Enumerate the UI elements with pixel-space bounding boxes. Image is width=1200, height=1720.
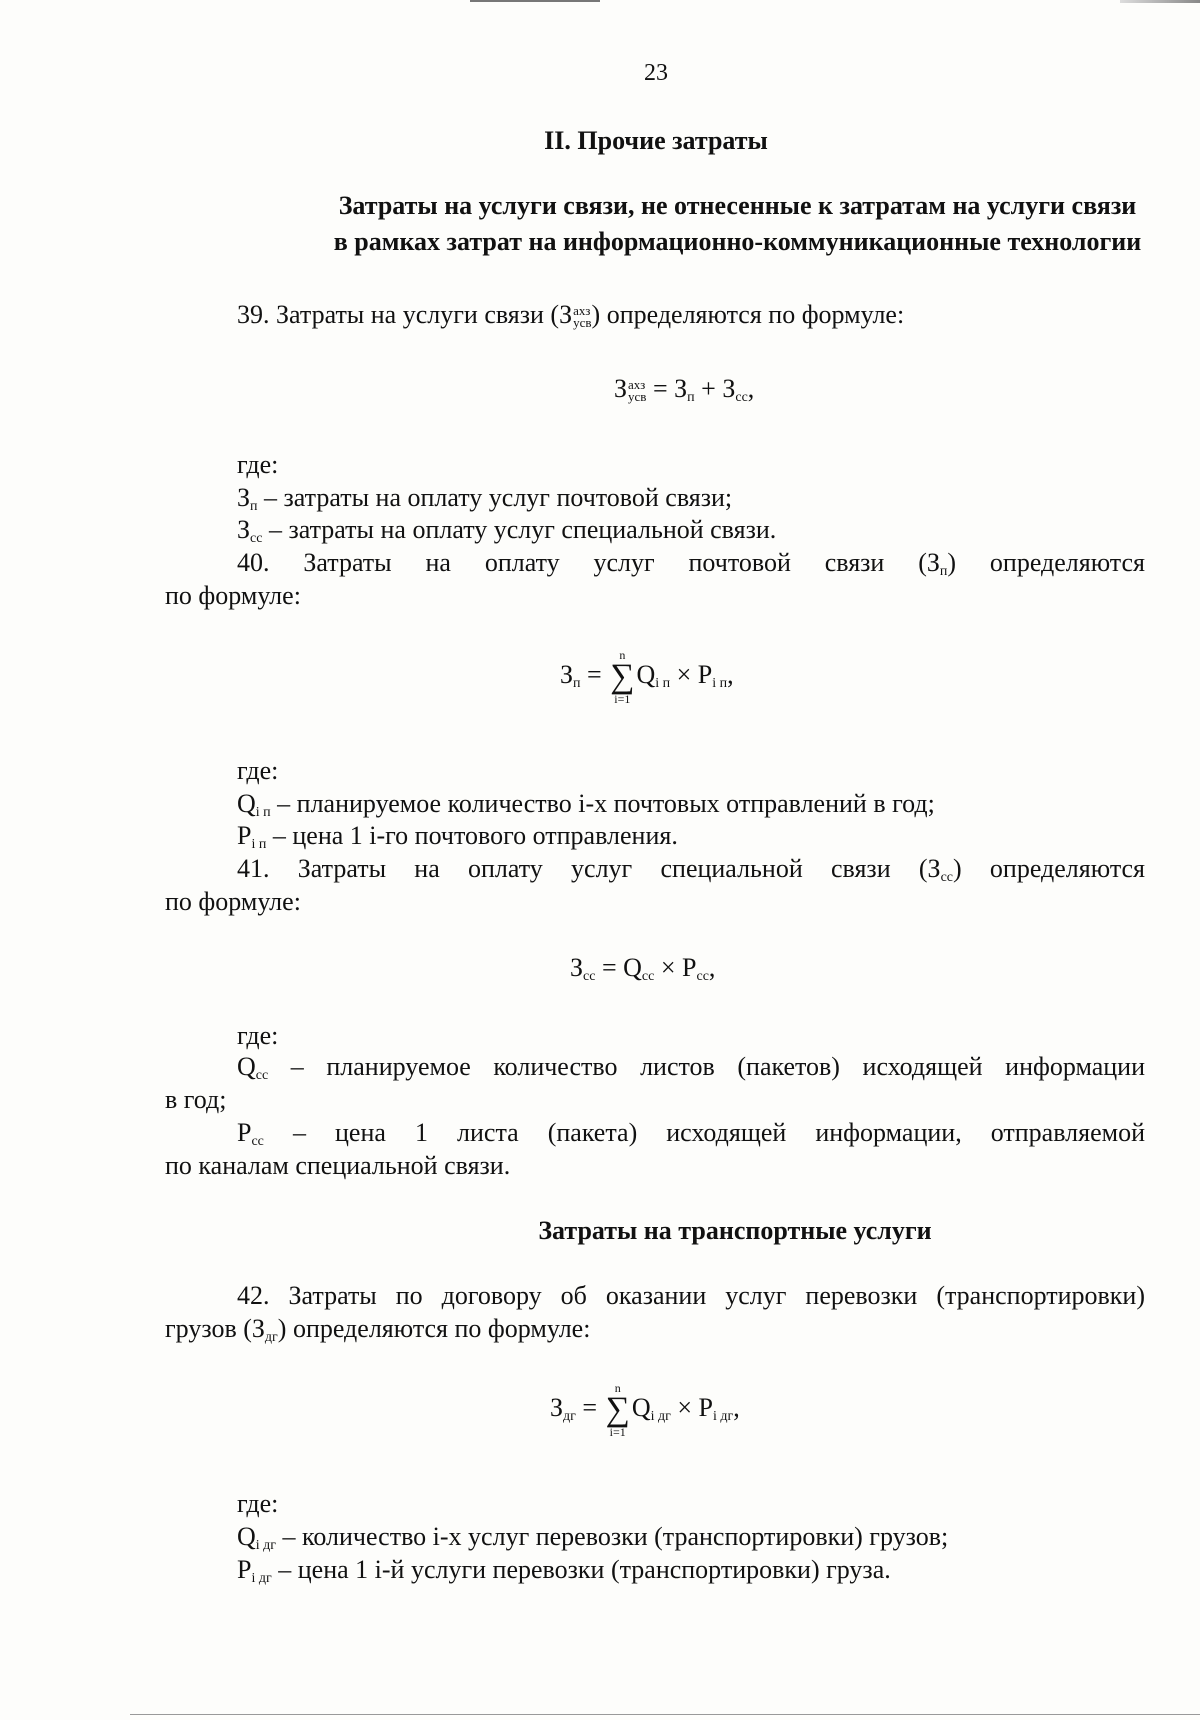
f3-lhs-sub: сс [583, 969, 596, 984]
transport-section-title: Затраты на транспортные услуги [538, 1216, 932, 1245]
p40-suffix: ) определяются [947, 548, 1145, 577]
definition-pcc-continued: по каналам специальной связи. [165, 1151, 511, 1180]
paragraph-40-line-1 [165, 547, 1145, 588]
f3-p-sub: сс [696, 969, 709, 984]
f2-sigma: ∑ [610, 658, 635, 695]
f4-q: Q [631, 1392, 651, 1422]
f4-upper: n [614, 1381, 621, 1395]
p41-suffix: ) определяются [953, 854, 1145, 883]
p42-sub: дг [264, 1330, 278, 1345]
page-number: 23 [644, 60, 668, 86]
def-pcc-text: – цена 1 листа (пакета) исходящей информации, отправляемой [263, 1118, 1145, 1147]
paragraph-42-line-1: 42. Затраты по договору об оказании услуг перевозки (транспортировки) [237, 1281, 1145, 1310]
def-zp-sub: п [250, 499, 258, 514]
f4-lhs: З [550, 1392, 564, 1422]
f4-lower: i=1 [609, 1425, 626, 1439]
f1-t2-sub: сс [735, 390, 748, 405]
def-zp-sym: З [237, 483, 251, 512]
p39-sup: ахз [573, 303, 591, 319]
scan-artifact-bottom [130, 1714, 1200, 1715]
subtitle-line-2: в рамках затрат на информационно-коммуникационные технологии [333, 227, 1142, 256]
f1-lhs-supsub [628, 379, 646, 403]
def-qip-sub: i п [255, 805, 271, 820]
def-qidg-sym: Q [237, 1522, 256, 1551]
formula-transport [550, 1381, 740, 1439]
def-qip-text: – планируемое количество i-х почтовых отправлений в год; [270, 789, 935, 818]
def-pidg-text: – цена 1 i-й услуги перевозки (транспортировки) груза. [271, 1555, 891, 1584]
p39-sub: усв [573, 315, 592, 331]
def-qcc-sub: сс [255, 1068, 269, 1083]
f2-eq: = [580, 659, 609, 689]
p41-sub: сс [940, 870, 953, 885]
f1-lhs-sup: ахз [628, 377, 646, 393]
f4-sigma: ∑ [605, 1391, 630, 1428]
def-zcc-sym: З [237, 515, 251, 544]
p42-suffix: ) определяются по формуле: [277, 1314, 591, 1343]
f1-t1-sub: п [687, 390, 695, 405]
f3-times: × P [654, 953, 697, 982]
f2-lhs-sub: п [573, 675, 581, 691]
def-pip-sub: i п [251, 837, 267, 852]
f2-sum [610, 648, 634, 706]
def-zcc-sub: сс [250, 531, 263, 546]
f3-end: , [708, 953, 716, 982]
f4-p-sub: i дг [713, 1408, 734, 1424]
def-pcc-sub: сс [251, 1134, 264, 1149]
f3-lhs: З [570, 953, 584, 982]
where-label-4: где: [237, 1489, 279, 1518]
paragraph-39 [237, 299, 904, 331]
paragraph-41-line-2: по формуле: [165, 887, 301, 916]
def-pip-sym: P [237, 821, 252, 850]
f1-end: , [747, 374, 755, 403]
f4-times: × P [670, 1392, 713, 1422]
f4-q-sub: i дг [650, 1408, 671, 1424]
def-qidg-sub: i дг [255, 1538, 277, 1553]
def-pidg-sym: P [237, 1555, 252, 1584]
p39-prefix: 39. Затраты на услуги связи ( [237, 300, 560, 329]
formula-special [570, 953, 715, 985]
f4-eq: = [575, 1392, 604, 1422]
f4-lhs-sub: дг [563, 1408, 576, 1424]
def-qcc-sym: Q [237, 1052, 256, 1081]
f2-lhs: З [560, 659, 574, 689]
def-qidg-text: – количество i-х услуг перевозки (транспортировки) грузов; [276, 1522, 949, 1551]
f2-end: , [727, 659, 734, 689]
f2-upper: n [619, 648, 626, 662]
def-zp-text: – затраты на оплату услуг почтовой связи; [257, 483, 733, 512]
where-label-2: где: [237, 756, 279, 785]
scan-artifact-top [470, 0, 600, 2]
f1-lhs: З [614, 374, 628, 403]
def-pcc-sym: P [237, 1118, 252, 1147]
p41-prefix: 41. Затраты на оплату услуг специальной связи (З [237, 854, 941, 883]
paragraph-41-line-1 [165, 853, 1145, 894]
p40-sub: п [939, 564, 948, 579]
definition-qcc [165, 1051, 1145, 1092]
where-label-1: где: [237, 450, 279, 479]
definition-pidg [237, 1554, 891, 1595]
def-qcc-text: – планируемое количество листов (пакетов) исходящей информации [268, 1052, 1145, 1081]
f2-lower: i=1 [614, 692, 631, 706]
f4-sum [606, 1381, 630, 1439]
def-zcc-text: – затраты на оплату услуг специальной связи. [262, 515, 777, 544]
p42-prefix: грузов (З [165, 1314, 265, 1343]
definition-qcc-continued: в год; [165, 1085, 227, 1114]
f1-plus: + З [694, 374, 736, 403]
f4-end: , [733, 1392, 740, 1422]
f2-q-sub: i п [655, 675, 671, 691]
scan-artifact-corner [1120, 0, 1200, 3]
p40-prefix: 40. Затраты на оплату услуг почтовой связи (З [237, 548, 940, 577]
formula-postal [560, 648, 734, 706]
f2-q: Q [636, 659, 656, 689]
def-pidg-sub: i дг [251, 1571, 272, 1586]
formula-total-communication [614, 374, 754, 406]
f3-eq: = Q [595, 953, 642, 982]
p39-suffix: ) определяются по формуле: [591, 300, 905, 329]
f3-q-sub: сс [641, 969, 655, 984]
f1-lhs-sub: усв [628, 389, 647, 405]
p39-supsub [573, 305, 591, 329]
where-label-3: где: [237, 1021, 279, 1050]
section-title: II. Прочие затраты [544, 126, 768, 155]
def-pip-text: – цена 1 i-го почтового отправления. [266, 821, 678, 850]
f2-p-sub: i п [712, 675, 728, 691]
f2-times: × P [670, 659, 713, 689]
def-qip-sym: Q [237, 789, 256, 818]
f1-eq: = З [646, 374, 688, 403]
subtitle-line-1: Затраты на услуги связи, не отнесенные к затратам на услуги связи [338, 191, 1137, 220]
paragraph-40-line-2: по формуле: [165, 581, 301, 610]
paragraph-42-line-2 [165, 1313, 590, 1354]
p39-symbol: З [559, 300, 573, 329]
